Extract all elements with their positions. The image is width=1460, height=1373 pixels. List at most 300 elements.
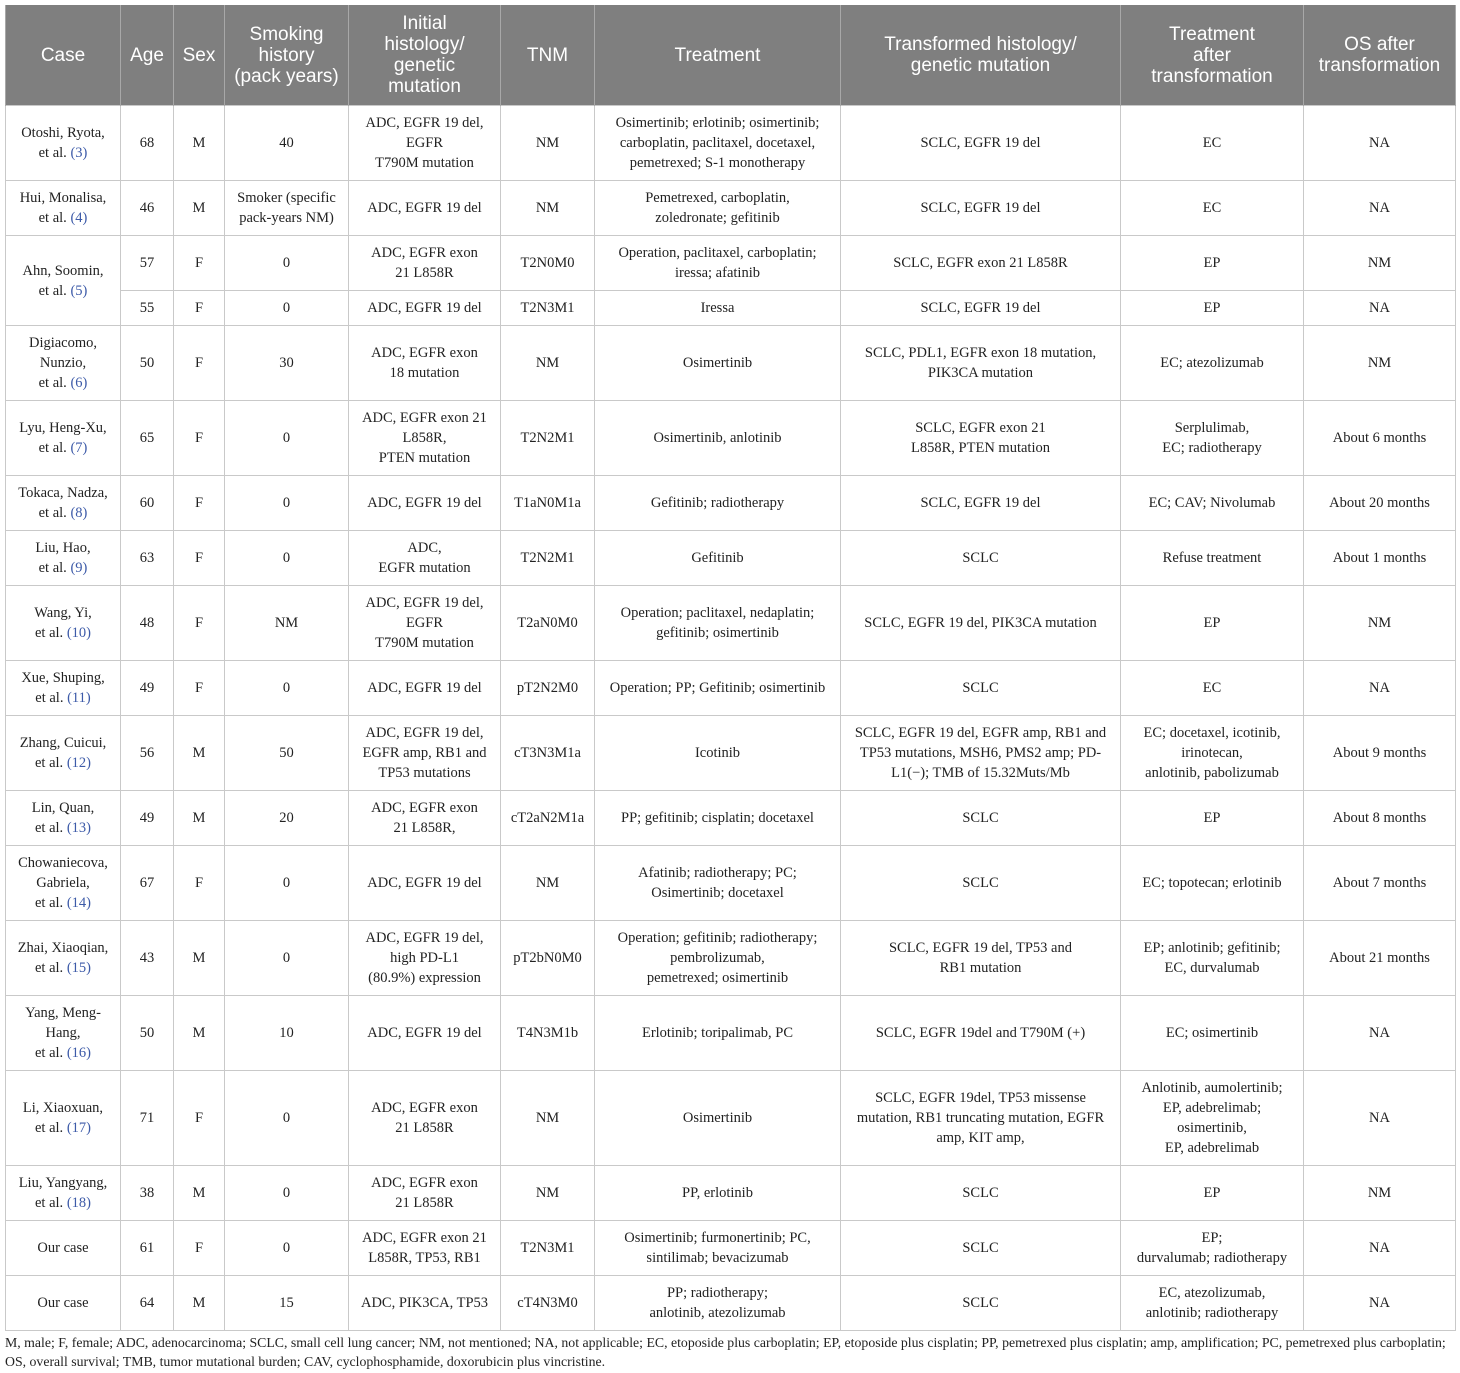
header-treatment: Treatment <box>595 5 841 106</box>
cell-os: NA <box>1304 181 1456 236</box>
cell-treatment-after <box>1121 1221 1304 1276</box>
cell-transformed-histology-line: SCLC, EGFR 19 del, TP53 and <box>888 940 1072 956</box>
cell-treatment-line: Osimertinib; erlotinib; osimertinib; <box>615 115 820 131</box>
cell-treatment-after <box>1121 846 1304 921</box>
cell-treatment-line: Icotinib <box>694 745 741 761</box>
cell-treatment-line: Operation; gefitinib; radiotherapy; <box>617 930 818 946</box>
cell-tnm: pT2N2M0 <box>501 661 595 716</box>
cell-case <box>6 106 121 181</box>
cell-treatment-after <box>1121 1166 1304 1221</box>
cell-treatment <box>595 291 841 326</box>
cell-initial-histology-line: L858R, <box>402 430 447 446</box>
cell-treatment-line: iressa; afatinib <box>675 265 760 281</box>
cell-transformed-histology-line: SCLC <box>962 875 999 891</box>
cell-transformed-histology <box>841 716 1121 791</box>
table-row <box>6 661 1456 716</box>
cell-treatment-line: Osimertinib; docetaxel <box>651 885 784 901</box>
cell-treatment-after <box>1121 791 1304 846</box>
cell-treatment-line: Osimertinib; furmonertinib; PC, <box>624 1230 811 1246</box>
cell-tnm: T2N3M1 <box>501 291 595 326</box>
case-text: Otoshi, Ryota, <box>21 125 105 141</box>
cell-os: NA <box>1304 106 1456 181</box>
cell-treatment-after <box>1121 236 1304 291</box>
cell-case <box>6 1276 121 1331</box>
reference-link[interactable]: (11) <box>67 690 91 706</box>
case-line <box>10 688 116 708</box>
cell-transformed-histology <box>841 791 1121 846</box>
cell-treatment-after <box>1121 921 1304 996</box>
case-line <box>10 1043 116 1063</box>
case-text: et al. <box>35 690 64 706</box>
cell-smoking-history-line: 0 <box>282 1185 291 1201</box>
cell-os: NA <box>1304 1276 1456 1331</box>
cell-initial-histology-line: ADC, EGFR exon <box>371 345 478 361</box>
case-text: et al. <box>38 440 67 456</box>
cell-initial-histology <box>349 1071 501 1166</box>
cell-transformed-histology-line: SCLC, EGFR exon 21 L858R <box>893 255 1068 271</box>
cell-case <box>6 326 121 401</box>
case-line <box>10 938 116 958</box>
cell-treatment <box>595 401 841 476</box>
cell-treatment-after-line: EC; radiotherapy <box>1162 440 1262 456</box>
cell-treatment-after <box>1121 291 1304 326</box>
table-row <box>6 1166 1456 1221</box>
cell-age: 46 <box>121 181 174 236</box>
header-case: Case <box>6 5 121 106</box>
cell-tnm: T1aN0M1a <box>501 476 595 531</box>
cell-sex: M <box>174 791 225 846</box>
cell-tnm: T4N3M1b <box>501 996 595 1071</box>
cell-treatment-after <box>1121 1276 1304 1331</box>
cell-treatment-after <box>1121 476 1304 531</box>
cell-initial-histology-line: high PD-L1 <box>390 950 459 966</box>
cell-transformed-histology-line: SCLC, EGFR 19 del <box>920 495 1041 511</box>
cell-treatment <box>595 1071 841 1166</box>
cell-initial-histology-line: ADC, EGFR exon <box>371 1175 478 1191</box>
cell-transformed-histology <box>841 846 1121 921</box>
case-line <box>10 818 116 838</box>
cell-tnm: NM <box>501 1071 595 1166</box>
cell-treatment-line: pemetrexed; osimertinib <box>646 970 789 986</box>
cell-treatment-after <box>1121 586 1304 661</box>
table-row <box>6 181 1456 236</box>
cell-smoking-history <box>225 106 349 181</box>
cell-initial-histology <box>349 106 501 181</box>
cell-initial-histology <box>349 921 501 996</box>
cell-sex: F <box>174 1071 225 1166</box>
reference-link[interactable]: (12) <box>66 755 91 771</box>
case-text: et al. <box>35 1045 64 1061</box>
cell-treatment-line: PP, erlotinib <box>682 1185 753 1201</box>
case-line <box>10 873 116 893</box>
cell-transformed-histology <box>841 531 1121 586</box>
cell-smoking-history <box>225 476 349 531</box>
cell-sex: F <box>174 846 225 921</box>
cell-treatment-after-line: EP; anlotinib; gefitinib; <box>1143 940 1281 956</box>
case-line <box>10 503 116 523</box>
cell-treatment-line: Afatinib; radiotherapy; PC; <box>638 865 797 881</box>
cell-transformed-histology-line: SCLC, EGFR 19del and T790M (+) <box>875 1025 1086 1041</box>
reference-link[interactable]: (18) <box>66 1195 91 1211</box>
cell-transformed-histology <box>841 236 1121 291</box>
cell-age: 57 <box>121 236 174 291</box>
cell-treatment <box>595 1276 841 1331</box>
header-os-after-transformation: OS after transformation <box>1304 5 1456 106</box>
case-line <box>10 558 116 578</box>
cell-transformed-histology-line: mutation, RB1 truncating mutation, EGFR <box>856 1110 1105 1126</box>
table-row <box>6 586 1456 661</box>
cell-transformed-histology-line: L1(−); TMB of 15.32Muts/Mb <box>891 765 1070 781</box>
cell-initial-histology-line: TP53 mutations <box>378 765 471 781</box>
table-row <box>6 476 1456 531</box>
cell-initial-histology-line: EGFR mutation <box>378 560 471 576</box>
cell-initial-histology-line: ADC, EGFR exon 21 <box>362 1230 487 1246</box>
case-line <box>10 143 116 163</box>
cell-initial-histology <box>349 1276 501 1331</box>
cell-initial-histology-line: ADC, EGFR exon <box>371 1100 478 1116</box>
case-text: Our case <box>37 1240 89 1256</box>
cell-os: NM <box>1304 236 1456 291</box>
cell-transformed-histology-line: SCLC, EGFR 19 del, EGFR amp, RB1 and <box>854 725 1107 741</box>
cell-age: 67 <box>121 846 174 921</box>
case-text: Lin, Quan, <box>31 800 95 816</box>
cell-smoking-history <box>225 531 349 586</box>
cell-initial-histology <box>349 291 501 326</box>
cell-os: About 7 months <box>1304 846 1456 921</box>
cell-age: 63 <box>121 531 174 586</box>
cell-treatment-after-line: EP, adebrelimab <box>1164 1140 1260 1156</box>
cell-os: About 8 months <box>1304 791 1456 846</box>
cell-sex: M <box>174 996 225 1071</box>
cell-treatment-after-line: EC; atezolizumab <box>1160 355 1264 371</box>
cell-transformed-histology <box>841 1221 1121 1276</box>
case-text: Our case <box>37 1295 89 1311</box>
cell-tnm: cT3N3M1a <box>501 716 595 791</box>
case-text: Tokaca, Nadza, <box>18 485 108 501</box>
cell-smoking-history <box>225 1276 349 1331</box>
cell-treatment-after-line: Serplulimab, <box>1174 420 1250 436</box>
header-smoking-history: Smoking history (pack years) <box>225 5 349 106</box>
cell-treatment-after-line: EC <box>1202 680 1222 696</box>
cell-initial-histology-line: 18 mutation <box>389 365 460 381</box>
cell-age: 56 <box>121 716 174 791</box>
cell-treatment-after <box>1121 181 1304 236</box>
case-line <box>10 483 116 503</box>
cell-smoking-history <box>225 846 349 921</box>
table-row <box>6 236 1456 291</box>
table-row <box>6 1221 1456 1276</box>
cell-treatment <box>595 106 841 181</box>
cell-sex: F <box>174 326 225 401</box>
cell-case <box>6 846 121 921</box>
cell-initial-histology-line: PTEN mutation <box>378 450 471 466</box>
cell-transformed-histology <box>841 661 1121 716</box>
cell-initial-histology-line: ADC, EGFR 19 del, <box>365 115 484 131</box>
table-footnote: M, male; F, female; ADC, adenocarcinoma; SCLC, small cell lung cancer; NM, not mentioned; NA, not applicable; EC, etoposide plus carboplatin; EP, etoposide plus cisplatin; PP, pemetrexed plus cisplatin; amp, amplification; PC, pemetrexed plus carboplatin; OS, overall survival; TMB, tumor mutational burden; CAV, cyclophosphamide, doxorubicin plus vincristine. <box>5 1335 1446 1369</box>
cell-smoking-history <box>225 401 349 476</box>
cell-transformed-histology-line: PIK3CA mutation <box>927 365 1034 381</box>
cell-treatment <box>595 531 841 586</box>
cell-tnm: NM <box>501 326 595 401</box>
reference-link[interactable]: (15) <box>66 960 91 976</box>
cell-transformed-histology-line: SCLC <box>962 1240 999 1256</box>
cell-tnm: T2N2M1 <box>501 401 595 476</box>
cell-transformed-histology-line: SCLC <box>962 550 999 566</box>
reference-link[interactable]: (3) <box>70 145 88 161</box>
cell-tnm: pT2bN0M0 <box>501 921 595 996</box>
cell-sex: M <box>174 1166 225 1221</box>
cell-treatment <box>595 846 841 921</box>
cell-initial-histology <box>349 586 501 661</box>
cell-treatment-after-line: Refuse treatment <box>1162 550 1262 566</box>
cell-initial-histology-line: ADC, EGFR 19 del, <box>365 595 484 611</box>
cell-treatment-line: pemetrexed; S-1 monotherapy <box>629 155 806 171</box>
table-row <box>6 531 1456 586</box>
cell-transformed-histology <box>841 106 1121 181</box>
cell-os: NA <box>1304 1071 1456 1166</box>
cell-treatment-line: Gefitinib; radiotherapy <box>650 495 785 511</box>
case-text: Ahn, Soomin, <box>22 262 104 279</box>
cell-treatment-line: Osimertinib <box>682 355 753 371</box>
cell-treatment-line: sintilimab; bevacizumab <box>646 1250 789 1266</box>
cell-treatment-line: pembrolizumab, <box>670 950 765 966</box>
reference-link[interactable]: (8) <box>70 505 88 521</box>
reference-link[interactable]: (17) <box>66 1120 91 1136</box>
table-row <box>6 1276 1456 1331</box>
case-text: Xue, Shuping, <box>21 670 105 686</box>
cell-age: 48 <box>121 586 174 661</box>
cell-smoking-history <box>225 326 349 401</box>
cell-case <box>6 1166 121 1221</box>
case-table <box>5 5 1456 1331</box>
table-row <box>6 401 1456 476</box>
cell-transformed-histology <box>841 921 1121 996</box>
cell-os: About 9 months <box>1304 716 1456 791</box>
case-line <box>10 623 116 643</box>
cell-age: 60 <box>121 476 174 531</box>
case-line <box>10 538 116 558</box>
case-text: et al. <box>35 755 64 771</box>
cell-initial-histology-line: T790M mutation <box>375 635 474 651</box>
case-table-container <box>5 5 1455 1331</box>
cell-treatment-line: PP; gefitinib; cisplatin; docetaxel <box>621 810 814 826</box>
cell-initial-histology-line: 21 L858R <box>395 265 454 281</box>
cell-treatment-after <box>1121 996 1304 1071</box>
cell-initial-histology-line: EGFR amp, RB1 and <box>362 745 487 761</box>
header-transformed-histology: Transformed histology/ genetic mutation <box>841 5 1121 106</box>
case-text: Zhai, Xiaoqian, <box>17 940 109 956</box>
cell-case <box>6 996 121 1071</box>
cell-smoking-history-line: 10 <box>279 1025 294 1041</box>
cell-transformed-histology-line: SCLC, EGFR exon 21 <box>915 420 1046 436</box>
cell-treatment <box>595 661 841 716</box>
cell-case <box>6 401 121 476</box>
cell-treatment-after-line: EP <box>1203 810 1221 826</box>
case-line <box>10 753 116 773</box>
header-initial-histology: Initial histology/ genetic mutation <box>349 5 501 106</box>
cell-treatment-after-line: EP, adebrelimab; <box>1162 1100 1262 1116</box>
cell-treatment-line: Iressa <box>700 300 735 316</box>
case-text: et al. <box>35 1120 64 1136</box>
cell-case <box>6 1071 121 1166</box>
reference-link[interactable]: (16) <box>66 1045 91 1061</box>
cell-sex: F <box>174 476 225 531</box>
cell-smoking-history <box>225 1166 349 1221</box>
header-sex: Sex <box>174 5 225 106</box>
reference-link[interactable]: (14) <box>66 895 91 911</box>
case-line <box>10 123 116 143</box>
cell-os: About 20 months <box>1304 476 1456 531</box>
cell-treatment-after-line: EC; docetaxel, icotinib, <box>1143 725 1281 741</box>
cell-treatment-after-line: EC; osimertinib <box>1165 1025 1259 1041</box>
cell-treatment-after-line: EC, atezolizumab, <box>1158 1285 1266 1301</box>
cell-initial-histology <box>349 846 501 921</box>
cell-initial-histology <box>349 326 501 401</box>
cell-smoking-history <box>225 716 349 791</box>
cell-initial-histology-line: ADC, EGFR exon 21 <box>362 410 487 426</box>
cell-treatment-after-line: EC, durvalumab <box>1164 960 1260 976</box>
case-line <box>10 893 116 913</box>
table-row <box>6 1071 1456 1166</box>
case-line <box>10 261 116 281</box>
cell-tnm: T2N3M1 <box>501 1221 595 1276</box>
table-row <box>6 326 1456 401</box>
table-row <box>6 996 1456 1071</box>
reference-link[interactable]: (9) <box>70 560 88 576</box>
cell-initial-histology-line: ADC, EGFR 19 del <box>367 680 482 696</box>
cell-treatment-after-line: EC; CAV; Nivolumab <box>1148 495 1276 511</box>
reference-link[interactable]: (7) <box>70 440 88 456</box>
case-text: et al. <box>35 895 64 911</box>
cell-treatment-after-line: Anlotinib, aumolertinib; <box>1141 1080 1283 1096</box>
reference-link[interactable]: (10) <box>66 625 91 641</box>
case-text: et al. <box>35 625 64 641</box>
case-line <box>10 353 116 373</box>
cell-transformed-histology-line: SCLC, EGFR 19 del <box>920 135 1041 151</box>
cell-treatment-after-line: osimertinib, <box>1177 1120 1247 1136</box>
cell-tnm: T2aN0M0 <box>501 586 595 661</box>
cell-age: 64 <box>121 1276 174 1331</box>
cell-initial-histology-line: EGFR <box>405 615 444 631</box>
case-text: Yang, Meng- <box>25 1005 101 1021</box>
cell-smoking-history <box>225 996 349 1071</box>
cell-os: NM <box>1304 1166 1456 1221</box>
reference-link[interactable]: (4) <box>70 210 88 226</box>
cell-initial-histology-line: ADC, EGFR exon <box>371 245 478 261</box>
reference-link[interactable]: (5) <box>70 282 88 299</box>
cell-transformed-histology <box>841 291 1121 326</box>
case-line <box>10 798 116 818</box>
cell-age: 50 <box>121 996 174 1071</box>
cell-initial-histology-line: 21 L858R, <box>393 820 456 836</box>
cell-treatment-line: PP; radiotherapy; <box>666 1285 769 1301</box>
cell-case <box>6 586 121 661</box>
cell-initial-histology <box>349 236 501 291</box>
cell-initial-histology-line: EGFR <box>405 135 444 151</box>
cell-treatment-after-line: EP <box>1203 255 1221 271</box>
cell-os: About 6 months <box>1304 401 1456 476</box>
case-text: Digiacomo, <box>28 335 98 351</box>
cell-smoking-history-line: Smoker (specific <box>237 190 336 206</box>
case-line <box>10 733 116 753</box>
cell-smoking-history-line: 0 <box>282 1110 291 1126</box>
cell-case <box>6 476 121 531</box>
cell-os: About 1 months <box>1304 531 1456 586</box>
cell-tnm: T2N0M0 <box>501 236 595 291</box>
cell-transformed-histology <box>841 326 1121 401</box>
cell-transformed-histology-line: SCLC <box>962 680 999 696</box>
cell-sex: M <box>174 921 225 996</box>
reference-link[interactable]: (13) <box>66 820 91 836</box>
cell-case <box>6 716 121 791</box>
case-line <box>10 1238 116 1258</box>
cell-transformed-histology-line: amp, KIT amp, <box>936 1130 1025 1146</box>
cell-smoking-history <box>225 236 349 291</box>
cell-transformed-histology-line: TP53 mutations, MSH6, PMS2 amp; PD- <box>859 745 1102 761</box>
cell-initial-histology-line: ADC, PIK3CA, TP53 <box>360 1295 489 1311</box>
cell-transformed-histology <box>841 476 1121 531</box>
cell-initial-histology-line: ADC, EGFR 19 del <box>367 300 482 316</box>
cell-treatment-line: Operation; paclitaxel, nedaplatin; <box>620 605 815 621</box>
case-text: Gabriela, <box>36 875 90 891</box>
cell-initial-histology-line: ADC, EGFR 19 del <box>367 875 482 891</box>
case-text: et al. <box>35 1195 64 1211</box>
case-line <box>10 603 116 623</box>
cell-os: About 21 months <box>1304 921 1456 996</box>
reference-link[interactable]: (6) <box>70 375 88 391</box>
cell-sex: M <box>174 106 225 181</box>
table-header <box>6 5 1456 106</box>
cell-treatment-line: Osimertinib <box>682 1110 753 1126</box>
cell-smoking-history-line: 0 <box>282 950 291 966</box>
cell-treatment <box>595 996 841 1071</box>
cell-initial-histology <box>349 181 501 236</box>
cell-transformed-histology <box>841 1166 1121 1221</box>
cell-transformed-histology-line: SCLC, EGFR 19del, TP53 missense <box>875 1090 1086 1106</box>
cell-treatment-after-line: durvalumab; radiotherapy <box>1136 1250 1288 1266</box>
cell-transformed-histology <box>841 401 1121 476</box>
case-text: Liu, Hao, <box>35 540 91 556</box>
cell-treatment-after-line: anlotinib; radiotherapy <box>1145 1305 1279 1321</box>
case-line <box>10 1098 116 1118</box>
case-text: Li, Xiaoxuan, <box>22 1100 104 1116</box>
cell-sex: F <box>174 586 225 661</box>
cell-smoking-history <box>225 1221 349 1276</box>
table-row <box>6 106 1456 181</box>
cell-treatment <box>595 1221 841 1276</box>
cell-treatment-after-line: EP <box>1203 615 1221 631</box>
case-text: et al. <box>38 505 67 521</box>
case-text: Nunzio, <box>39 355 87 371</box>
cell-smoking-history <box>225 1071 349 1166</box>
cell-treatment-line: zoledronate; gefitinib <box>655 210 780 226</box>
cell-transformed-histology-line: SCLC, EGFR 19 del, PIK3CA mutation <box>864 615 1097 631</box>
case-line <box>10 853 116 873</box>
cell-treatment-line: Operation; PP; Gefitinib; osimertinib <box>609 680 826 696</box>
cell-treatment <box>595 791 841 846</box>
case-text: et al. <box>35 820 64 836</box>
cell-treatment-line: gefitinib; osimertinib <box>656 625 779 641</box>
cell-treatment-line: Pemetrexed, carboplatin, <box>645 190 790 206</box>
table-row <box>6 716 1456 791</box>
cell-initial-histology <box>349 716 501 791</box>
cell-transformed-histology-line: SCLC <box>962 1185 999 1201</box>
cell-treatment-after-line: EC; topotecan; erlotinib <box>1142 875 1282 891</box>
cell-os: NM <box>1304 326 1456 401</box>
cell-treatment-line: carboplatin, paclitaxel, docetaxel, <box>619 135 816 151</box>
case-line <box>10 1003 116 1023</box>
cell-sex: M <box>174 1276 225 1331</box>
